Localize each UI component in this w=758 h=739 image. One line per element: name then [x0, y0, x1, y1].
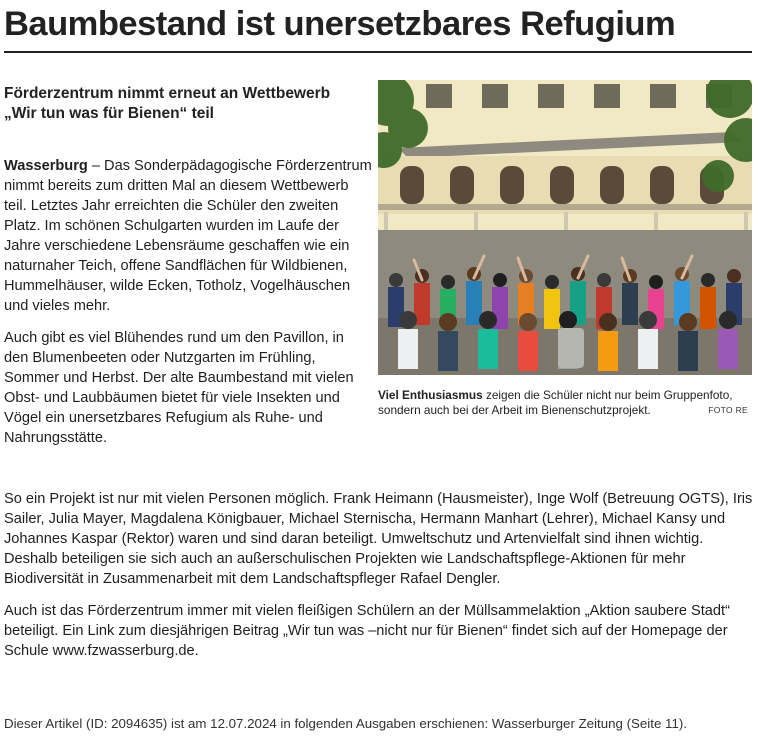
group-photo-illustration	[378, 80, 752, 375]
article-subheadline	[4, 84, 364, 124]
photo-caption	[378, 388, 752, 418]
article-full-width	[4, 489, 754, 673]
subheadline-line-1: Förderzentrum nimmt erneut an Wettbewerb	[4, 85, 331, 102]
paragraph-3: So ein Projekt ist nur mit vielen Personen möglich. Frank Heimann (Hausmeister), Inge Wolf (Betreuung OGTS), Iris Sailer, Julia Mayer, Magdalena Königbauer, Michael Sternischa, Hermann Manhart (Lehrer), Michael Kansy und Johannes Kaspar (Rektor) waren und sind daran beteiligt. Umweltschutz und Artenvielfalt sind ihnen wichtig. Deshalb beteiligen sie sich auch an außerschulischen Projekten wie Landschaftspflege-Aktionen für mehr Biodiversität in Zusammenarbeit mit dem Landschaftspfleger Rafael Dengler.	[4, 491, 753, 587]
paragraph-1-text: – Das Sonderpädagogische Förderzentrum nimmt bereits zum dritten Mal an diesem Wettbewerb teil. Letztes Jahr erreichten die Schüler den zweiten Platz. Im schönen Schulgarten wurden im Laufe der Jahre verschiedene Lebensräume geschaffen wie ein naturnaher Teich, offene Sandflächen für Wildbienen, Hummelhäuser, wilde Ecken, Totholz, Vogelhäuschen und vieles mehr.	[4, 158, 372, 314]
caption-text: zeigen die Schüler nicht nur beim Gruppenfoto, sondern auch bei der Arbeit im Bienenschutzprojekt.	[378, 388, 733, 417]
dateline: Wasserburg	[4, 158, 88, 174]
group-photo	[378, 80, 752, 375]
article-headline: Baumbestand ist unersetzbares Refugium	[4, 5, 676, 43]
paragraph-1	[4, 156, 372, 316]
article-footer: Dieser Artikel (ID: 2094635) ist am 12.07.2024 in folgenden Ausgaben erschienen: Wasserburger Zeitung (Seite 11).	[4, 716, 687, 731]
caption-bold: Viel Enthusiasmus	[378, 388, 483, 402]
subheadline-line-2: „Wir tun was für Bienen“ teil	[4, 105, 214, 122]
article-column	[4, 156, 372, 460]
photo-credit: FOTO RE	[708, 405, 748, 415]
paragraph-2: Auch gibt es viel Blühendes rund um den Pavillon, in den Blumenbeeten oder Nutzgarten im Frühling, Sommer und Herbst. Der alte Baumbestand mit vielen Obst- und Laubbäumen bietet für viele Insekten und Vögel ein unersetzbares Refugium als Ruhe- und Nahrungsstätte.	[4, 330, 354, 446]
paragraph-4: Auch ist das Förderzentrum immer mit vielen fleißigen Schülern an der Müllsammelaktion „Aktion saubere Stadt“ beteiligt. Ein Link zum diesjährigen Beitrag „Wir tun was –nicht nur für Bienen“ findet sich auf der Homepage der Schule www.fzwasserburg.de.	[4, 603, 730, 659]
headline-divider	[4, 51, 752, 53]
